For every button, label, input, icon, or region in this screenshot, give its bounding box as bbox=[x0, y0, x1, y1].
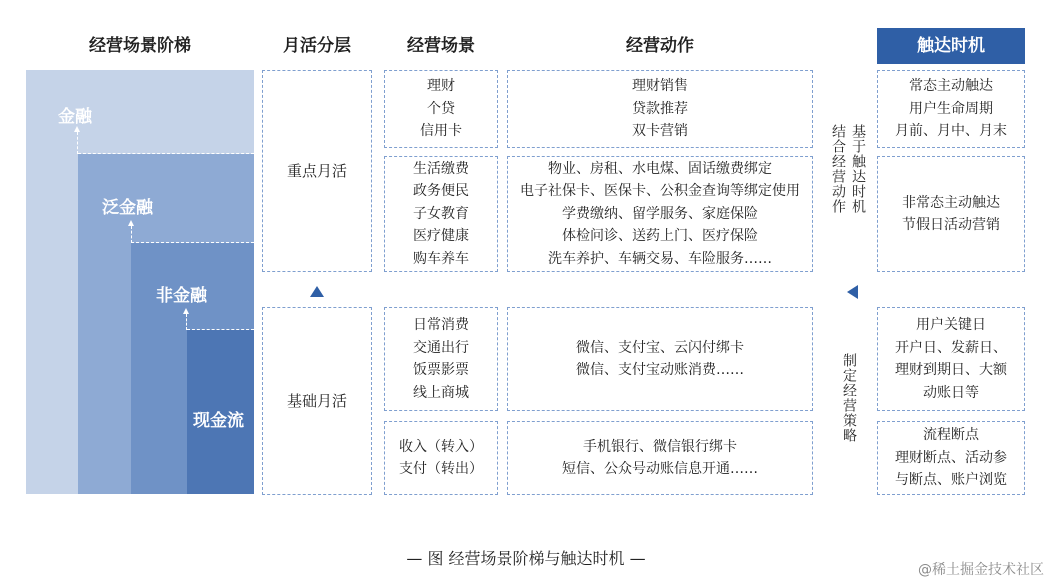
mau-base-box bbox=[262, 307, 372, 495]
scene-box-cashflow bbox=[384, 421, 498, 495]
ladder-tier-pan-finance-label: 泛金融 bbox=[102, 198, 153, 218]
timing-line: 动账日等 bbox=[923, 384, 979, 401]
scene-line: 政务便民 bbox=[413, 183, 469, 200]
scene-box-consumption bbox=[384, 307, 498, 411]
timing-line: 非常态主动触达 bbox=[902, 194, 1000, 211]
scene-line: 个贷 bbox=[427, 100, 455, 117]
action-line: 洗车养护、车辆交易、车险服务…… bbox=[548, 250, 772, 267]
scene-box-finance bbox=[384, 70, 498, 148]
scene-line: 医疗健康 bbox=[413, 228, 469, 245]
action-line: 贷款推荐 bbox=[632, 100, 688, 117]
action-box-consumption bbox=[507, 307, 813, 411]
action-box-life bbox=[507, 156, 813, 272]
timing-line: 月前、月中、月末 bbox=[895, 123, 1007, 140]
action-box-finance bbox=[507, 70, 813, 148]
scene-line: 信用卡 bbox=[420, 123, 462, 140]
action-line: 体检问诊、送药上门、医疗保险 bbox=[562, 228, 758, 245]
ladder-step-line bbox=[187, 329, 254, 330]
combine-actions-label: 结合经营动作 bbox=[830, 124, 846, 214]
action-line: 微信、支付宝、云闪付绑卡 bbox=[576, 339, 744, 356]
action-line: 物业、房租、水电煤、固话缴费绑定 bbox=[548, 160, 772, 177]
mau-layer-header: 月活分层 bbox=[283, 36, 351, 56]
scene-line: 交通出行 bbox=[413, 339, 469, 356]
scene-line: 日常消费 bbox=[413, 317, 469, 333]
timing-line: 开户日、发薪日、 bbox=[895, 339, 1007, 356]
scene-line: 理财 bbox=[427, 78, 455, 95]
timing-box-irregular bbox=[877, 156, 1025, 272]
timing-box-key-days bbox=[877, 307, 1025, 411]
action-line: 微信、支付宝动账消费…… bbox=[576, 362, 744, 378]
actions-header: 经营动作 bbox=[626, 36, 694, 56]
up-arrow-icon bbox=[77, 132, 78, 154]
timing-line: 流程断点 bbox=[923, 427, 979, 444]
action-box-cashflow bbox=[507, 421, 813, 495]
scene-line: 饭票影票 bbox=[413, 362, 469, 378]
figure-caption: — 图 经营场景阶梯与触达时机 — bbox=[406, 549, 646, 568]
timing-box-regular bbox=[877, 70, 1025, 148]
ladder-step-line bbox=[131, 242, 254, 243]
scene-line: 支付（转出） bbox=[399, 461, 483, 477]
action-line: 电子社保卡、医保卡、公积金查询等绑定使用 bbox=[520, 183, 800, 200]
scene-line: 收入（转入） bbox=[399, 438, 483, 455]
timing-header: 触达时机 bbox=[877, 28, 1025, 64]
ladder-tier-cashflow-label: 现金流 bbox=[193, 411, 244, 431]
timing-line: 理财到期日、大额 bbox=[895, 362, 1007, 378]
timing-line: 理财断点、活动参 bbox=[895, 449, 1007, 466]
ladder-step-line bbox=[78, 153, 254, 154]
timing-box-breakpoints bbox=[877, 421, 1025, 495]
timing-line: 用户生命周期 bbox=[909, 100, 993, 117]
triangle-up-icon bbox=[310, 286, 324, 297]
based-on-timing-label: 基于触达时机 bbox=[850, 124, 866, 214]
action-line: 双卡营销 bbox=[632, 123, 688, 140]
scene-line: 生活缴费 bbox=[413, 160, 469, 177]
watermark: @稀土掘金技术社区 bbox=[918, 562, 1044, 578]
timing-line: 常态主动触达 bbox=[909, 78, 993, 95]
ladder-header: 经营场景阶梯 bbox=[89, 36, 191, 56]
timing-line: 与断点、账户浏览 bbox=[895, 472, 1007, 489]
scene-box-life bbox=[384, 156, 498, 272]
action-line: 短信、公众号动账信息开通…… bbox=[562, 461, 758, 477]
up-arrow-icon bbox=[186, 314, 187, 330]
scene-line: 线上商城 bbox=[413, 384, 469, 401]
up-arrow-icon bbox=[131, 226, 132, 243]
mau-base-label: 基础月活 bbox=[286, 391, 347, 410]
ladder-tier-finance-label: 金融 bbox=[58, 107, 92, 127]
triangle-left-icon bbox=[847, 285, 858, 299]
scenes-header: 经营场景 bbox=[407, 36, 475, 56]
timing-line: 用户关键日 bbox=[916, 317, 986, 333]
timing-line: 节假日活动营销 bbox=[902, 217, 1000, 233]
scene-line: 购车养车 bbox=[413, 250, 469, 267]
ladder-tier-non-finance-label: 非金融 bbox=[156, 286, 207, 306]
action-line: 学费缴纳、留学服务、家庭保险 bbox=[562, 205, 758, 222]
action-line: 手机银行、微信银行绑卡 bbox=[583, 438, 737, 455]
mau-key-label: 重点月活 bbox=[286, 161, 347, 180]
action-line: 理财销售 bbox=[632, 78, 688, 95]
strategy-label: 制定经营策略 bbox=[841, 353, 857, 443]
mau-key-box bbox=[262, 70, 372, 272]
scene-line: 子女教育 bbox=[413, 205, 469, 222]
